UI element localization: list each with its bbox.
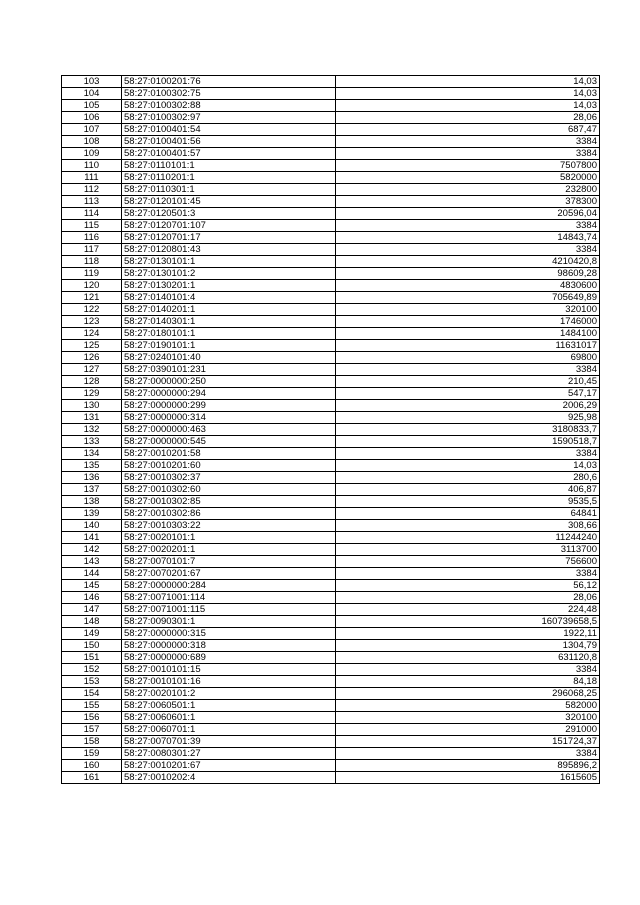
cadastral-number: 58:27:0000000:315 [122,628,336,640]
cadastral-value: 160739658,5 [336,616,600,628]
row-number: 137 [62,484,122,496]
cadastral-number: 58:27:0100302:75 [122,88,336,100]
cadastral-value: 14,03 [336,88,600,100]
cadastral-value: 3384 [336,448,600,460]
row-number: 140 [62,520,122,532]
row-number: 156 [62,712,122,724]
cadastral-value: 3180833,7 [336,424,600,436]
row-number: 160 [62,760,122,772]
table-row [62,604,600,616]
cadastral-value: 582000 [336,700,600,712]
table-row [62,244,600,256]
table-row [62,712,600,724]
row-number: 134 [62,448,122,460]
cadastral-number: 58:27:0000000:318 [122,640,336,652]
table-row [62,304,600,316]
row-number: 105 [62,100,122,112]
row-number: 147 [62,604,122,616]
cadastral-number: 58:27:0000000:463 [122,424,336,436]
cadastral-number: 58:27:0100201:76 [122,76,336,88]
cadastral-value: 3384 [336,220,600,232]
row-number: 136 [62,472,122,484]
cadastral-number: 58:27:0010302:37 [122,472,336,484]
cadastral-value: 3384 [336,136,600,148]
cadastral-number: 58:27:0120101:45 [122,196,336,208]
row-number: 142 [62,544,122,556]
cadastral-value: 84,18 [336,676,600,688]
cadastral-value: 2006,29 [336,400,600,412]
table-row [62,232,600,244]
table-row [62,592,600,604]
row-number: 116 [62,232,122,244]
cadastral-value: 14843,74 [336,232,600,244]
cadastral-value: 378300 [336,196,600,208]
table-row [62,580,600,592]
row-number: 132 [62,424,122,436]
row-number: 143 [62,556,122,568]
table-row [62,220,600,232]
table-row [62,556,600,568]
table-row [62,544,600,556]
row-number: 146 [62,592,122,604]
cadastral-value: 7507800 [336,160,600,172]
table-row [62,316,600,328]
cadastral-number: 58:27:0120501:3 [122,208,336,220]
cadastral-number: 58:27:0130101:1 [122,256,336,268]
table-row [62,724,600,736]
cadastral-number: 58:27:0000000:299 [122,400,336,412]
cadastral-number: 58:27:0060501:1 [122,700,336,712]
cadastral-number: 58:27:0000000:250 [122,376,336,388]
cadastral-value: 224,48 [336,604,600,616]
table-row [62,388,600,400]
table-row [62,172,600,184]
cadastral-number: 58:27:0010101:15 [122,664,336,676]
row-number: 112 [62,184,122,196]
cadastral-number: 58:27:0100401:56 [122,136,336,148]
row-number: 157 [62,724,122,736]
cadastral-value: 28,06 [336,592,600,604]
table-row [62,700,600,712]
row-number: 129 [62,388,122,400]
cadastral-value: 14,03 [336,460,600,472]
row-number: 152 [62,664,122,676]
cadastral-number: 58:27:0000000:294 [122,388,336,400]
cadastral-number: 58:27:0010201:67 [122,760,336,772]
table-row [62,424,600,436]
cadastral-value: 3384 [336,148,600,160]
table-row [62,124,600,136]
row-number: 114 [62,208,122,220]
row-number: 121 [62,292,122,304]
cadastral-number: 58:27:0180101:1 [122,328,336,340]
table-row [62,88,600,100]
cadastral-number: 58:27:0120801:43 [122,244,336,256]
table-row [62,484,600,496]
cadastral-value: 3384 [336,748,600,760]
row-number: 145 [62,580,122,592]
cadastral-number: 58:27:0390101:231 [122,364,336,376]
cadastral-value: 320100 [336,712,600,724]
table-row [62,364,600,376]
table-row [62,400,600,412]
cadastral-value: 280,6 [336,472,600,484]
cadastral-value: 3384 [336,664,600,676]
row-number: 159 [62,748,122,760]
cadastral-value: 9535,5 [336,496,600,508]
row-number: 153 [62,676,122,688]
table-row [62,184,600,196]
cadastral-number: 58:27:0010303:22 [122,520,336,532]
cadastral-value: 308,66 [336,520,600,532]
table-row [62,436,600,448]
cadastral-value: 5820000 [336,172,600,184]
row-number: 127 [62,364,122,376]
table-row [62,616,600,628]
cadastral-number: 58:27:0110201:1 [122,172,336,184]
cadastral-number: 58:27:0010202:4 [122,772,336,784]
cadastral-value: 14,03 [336,100,600,112]
cadastral-number: 58:27:0120701:107 [122,220,336,232]
table-row [62,148,600,160]
cadastral-number: 58:27:0010201:58 [122,448,336,460]
cadastral-value: 705649,89 [336,292,600,304]
parcel-table [61,75,600,784]
row-number: 131 [62,412,122,424]
cadastral-number: 58:27:0020101:2 [122,688,336,700]
cadastral-number: 58:27:0000000:284 [122,580,336,592]
row-number: 120 [62,280,122,292]
row-number: 104 [62,88,122,100]
table-row [62,280,600,292]
cadastral-number: 58:27:0010302:85 [122,496,336,508]
table-row [62,160,600,172]
row-number: 126 [62,352,122,364]
cadastral-number: 58:27:0130101:2 [122,268,336,280]
cadastral-number: 58:27:0020201:1 [122,544,336,556]
row-number: 124 [62,328,122,340]
table-row [62,760,600,772]
cadastral-value: 1304,79 [336,640,600,652]
row-number: 115 [62,220,122,232]
table-row [62,748,600,760]
cadastral-value: 4830600 [336,280,600,292]
row-number: 150 [62,640,122,652]
table-row [62,652,600,664]
cadastral-number: 58:27:0000000:314 [122,412,336,424]
row-number: 158 [62,736,122,748]
row-number: 154 [62,688,122,700]
table-row [62,736,600,748]
cadastral-value: 20596,04 [336,208,600,220]
cadastral-value: 296068,25 [336,688,600,700]
table-row [62,340,600,352]
cadastral-number: 58:27:0110301:1 [122,184,336,196]
cadastral-value: 1590518,7 [336,436,600,448]
table-row [62,472,600,484]
row-number: 138 [62,496,122,508]
cadastral-value: 1746000 [336,316,600,328]
row-number: 103 [62,76,122,88]
row-number: 149 [62,628,122,640]
row-number: 110 [62,160,122,172]
cadastral-value: 925,98 [336,412,600,424]
table-row [62,508,600,520]
row-number: 125 [62,340,122,352]
row-number: 151 [62,652,122,664]
row-number: 144 [62,568,122,580]
cadastral-number: 58:27:0110101:1 [122,160,336,172]
row-number: 113 [62,196,122,208]
cadastral-number: 58:27:0100302:97 [122,112,336,124]
table-row [62,136,600,148]
row-number: 106 [62,112,122,124]
row-number: 119 [62,268,122,280]
row-number: 108 [62,136,122,148]
cadastral-number: 58:27:0100401:57 [122,148,336,160]
table-row [62,688,600,700]
cadastral-number: 58:27:0070201:67 [122,568,336,580]
row-number: 107 [62,124,122,136]
cadastral-value: 98609,28 [336,268,600,280]
cadastral-value: 64841 [336,508,600,520]
cadastral-value: 756600 [336,556,600,568]
parcel-table-body [62,76,600,784]
table-row [62,328,600,340]
cadastral-value: 232800 [336,184,600,196]
cadastral-number: 58:27:0010101:16 [122,676,336,688]
table-row [62,268,600,280]
table-row [62,460,600,472]
cadastral-number: 58:27:0140101:4 [122,292,336,304]
cadastral-value: 3113700 [336,544,600,556]
cadastral-value: 3384 [336,364,600,376]
row-number: 161 [62,772,122,784]
table-row [62,112,600,124]
cadastral-number: 58:27:0090301:1 [122,616,336,628]
table-row [62,640,600,652]
row-number: 123 [62,316,122,328]
cadastral-value: 69800 [336,352,600,364]
table-row [62,100,600,112]
row-number: 135 [62,460,122,472]
cadastral-number: 58:27:0060701:1 [122,724,336,736]
cadastral-number: 58:27:0010302:60 [122,484,336,496]
cadastral-number: 58:27:0071001:115 [122,604,336,616]
table-row [62,664,600,676]
row-number: 109 [62,148,122,160]
cadastral-number: 58:27:0140301:1 [122,316,336,328]
cadastral-number: 58:27:0010302:86 [122,508,336,520]
cadastral-number: 58:27:0080301:27 [122,748,336,760]
cadastral-number: 58:27:0000000:545 [122,436,336,448]
cadastral-number: 58:27:0071001:114 [122,592,336,604]
cadastral-value: 28,06 [336,112,600,124]
cadastral-value: 4210420,8 [336,256,600,268]
cadastral-number: 58:27:0120701:17 [122,232,336,244]
cadastral-value: 547,17 [336,388,600,400]
cadastral-number: 58:27:0130201:1 [122,280,336,292]
cadastral-value: 1922,11 [336,628,600,640]
cadastral-value: 406,87 [336,484,600,496]
table-row [62,412,600,424]
table-row [62,448,600,460]
cadastral-number: 58:27:0000000:689 [122,652,336,664]
table-row [62,208,600,220]
row-number: 133 [62,436,122,448]
cadastral-value: 151724,37 [336,736,600,748]
row-number: 155 [62,700,122,712]
cadastral-value: 3384 [336,244,600,256]
cadastral-value: 11631017 [336,340,600,352]
cadastral-value: 1615605 [336,772,600,784]
table-row [62,628,600,640]
cadastral-value: 291000 [336,724,600,736]
table-row [62,568,600,580]
cadastral-value: 631120,8 [336,652,600,664]
table-row [62,676,600,688]
cadastral-value: 687,47 [336,124,600,136]
cadastral-number: 58:27:0190101:1 [122,340,336,352]
row-number: 122 [62,304,122,316]
table-row [62,772,600,784]
table-row [62,196,600,208]
row-number: 118 [62,256,122,268]
table-row [62,76,600,88]
table-row [62,376,600,388]
cadastral-value: 14,03 [336,76,600,88]
cadastral-value: 895896,2 [336,760,600,772]
table-row [62,352,600,364]
row-number: 130 [62,400,122,412]
row-number: 117 [62,244,122,256]
table-row [62,292,600,304]
cadastral-number: 58:27:0070701:39 [122,736,336,748]
cadastral-number: 58:27:0100302:88 [122,100,336,112]
cadastral-number: 58:27:0100401:54 [122,124,336,136]
cadastral-number: 58:27:0010201:60 [122,460,336,472]
cadastral-value: 210,45 [336,376,600,388]
table-row [62,256,600,268]
row-number: 128 [62,376,122,388]
cadastral-value: 320100 [336,304,600,316]
table-row [62,496,600,508]
row-number: 139 [62,508,122,520]
cadastral-value: 1484100 [336,328,600,340]
cadastral-number: 58:27:0020101:1 [122,532,336,544]
table-row [62,532,600,544]
cadastral-number: 58:27:0140201:1 [122,304,336,316]
row-number: 141 [62,532,122,544]
cadastral-value: 56,12 [336,580,600,592]
row-number: 148 [62,616,122,628]
table-row [62,520,600,532]
row-number: 111 [62,172,122,184]
cadastral-value: 11244240 [336,532,600,544]
cadastral-number: 58:27:0240101:40 [122,352,336,364]
cadastral-value: 3384 [336,568,600,580]
cadastral-number: 58:27:0070101:7 [122,556,336,568]
cadastral-number: 58:27:0060601:1 [122,712,336,724]
